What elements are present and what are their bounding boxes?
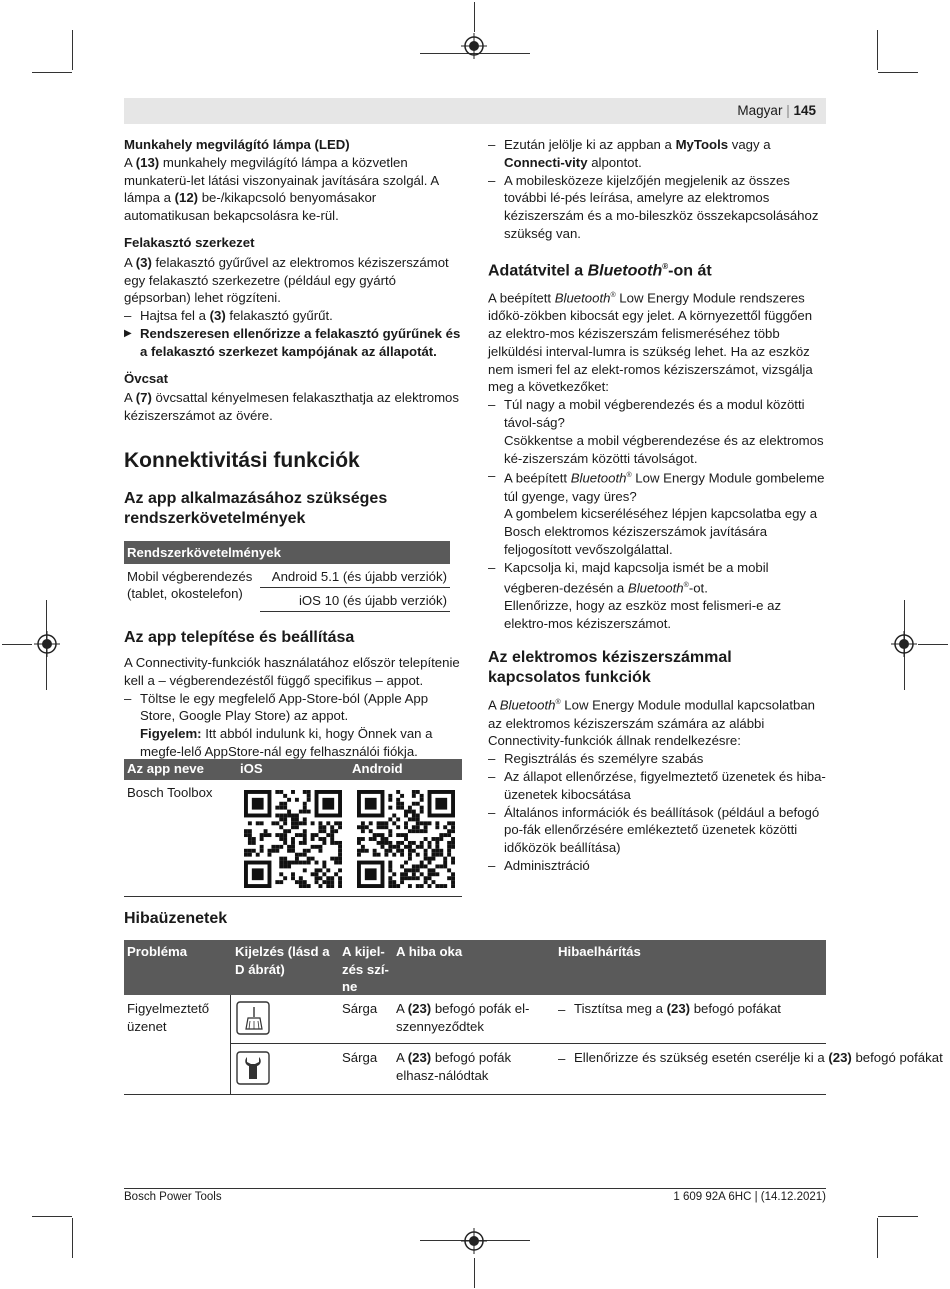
section-title-bluetooth: Adatátvitel a Bluetooth®-on át: [488, 261, 712, 280]
crop-mark: [878, 72, 918, 73]
paragraph-bluetooth: A beépített Bluetooth® Low Energy Module rendszeres időkö-zökben kibocsát egy jelet. A környezettől függően az elektro-mos kéziszerszám felismeréséhez több jelküldési interval-lumra is szükség lehet. Ha az eszköz nem ismeri fel az elekt-romos kéziszerszámot, vizsgálja meg a következőket:: [488, 290, 813, 395]
section-title-requirements: Az app alkalmazásához szükséges rendszerkövetelmények: [124, 489, 388, 527]
table-header-row: [124, 541, 450, 564]
header-problem: Probléma: [127, 944, 188, 959]
app-table-header: [124, 759, 462, 780]
paragraph-hanger: A (3) felakasztó gyűrűvel az elektromos kéziszerszámot egy felakasztó szerkezetre (például egy gyártó gépsorban) lehet rögzíteni.: [124, 254, 449, 306]
crop-mark: [32, 72, 72, 73]
device-cell: Mobil végberendezés (tablet, okostelefon): [127, 568, 253, 601]
crop-mark: [72, 1218, 73, 1258]
page-header: Magyar | 145: [737, 103, 816, 118]
error-cause: A (23) befogó pofák elhasz-nálódtak: [396, 1050, 512, 1083]
list-item: – A beépített Bluetooth® Low Energy Module gombeleme túl gyenge, vagy üres?: [488, 467, 828, 505]
android-qr-code[interactable]: [357, 790, 455, 888]
crop-mark: [32, 1216, 72, 1217]
header-fix: Hibaelhárítás: [558, 944, 641, 959]
warning-instruction: ▶ Rendszeresen ellenőrizze a felakasztó gyűrűnek és a felakasztó szerkezet kampójának az állapotát.: [124, 325, 464, 361]
list-item: – Hajtsa fel a (3) felakasztó gyűrűt.: [124, 307, 464, 325]
col-app-name: Az app neve: [127, 761, 204, 776]
list-item: – Regisztrálás és személyre szabás: [488, 750, 828, 768]
problem-cell: Figyelmeztető üzenet: [127, 1001, 210, 1034]
section-title-hanger: Felakasztó szerkezet: [124, 234, 255, 250]
requirements-table: [124, 541, 450, 612]
display-color: Sárga: [342, 1050, 378, 1065]
left-column: [124, 136, 464, 761]
col-android: Android: [352, 761, 403, 776]
table-row: [231, 995, 826, 1044]
ios-requirement: iOS 10 (és újabb verziók): [260, 587, 450, 611]
section-title-install: Az app telepítése és beállítása: [124, 628, 355, 646]
list-item: – Általános információk és beállítások (például a befogó po-fák ellenőrzésére emlékeztető üzenetek közötti időközök beállítása): [488, 804, 828, 857]
display-color: Sárga: [342, 1001, 378, 1016]
paragraph-lamp: A (13) munkahely megvilágító lámpa a közvetlen munkaterü-let látási viszonyainak javítására szolgál. A lámpa a (12) be-/kikapcsoló benyomásakor automatikusan bekapcsolásra ke-rül.: [124, 154, 439, 224]
registration-mark-icon: [891, 631, 917, 657]
error-table: [124, 940, 943, 1095]
registration-mark-icon: [461, 1228, 487, 1254]
table-row: [124, 564, 450, 588]
app-name: Bosch Toolbox: [127, 785, 213, 800]
header-cause: A hiba oka: [396, 944, 463, 959]
footer-doc-id: 1 609 92A 6HC | (14.12.2021): [673, 1191, 826, 1203]
list-item: – Kapcsolja ki, majd kapcsolja ismét be a mobil végberen-dezésén a Bluetooth®-ot.: [488, 559, 828, 597]
paragraph-functions: A Bluetooth® Low Energy Module modullal kapcsolatban az elektromos kéziszerszám számára az alábbi Connectivity-funkciók állnak rendelkezésre:: [488, 697, 816, 749]
chapter-title: Konnektivitási funkciók: [124, 448, 360, 472]
crop-mark: [474, 2, 475, 32]
section-title-lamp: Munkahely megvilágító lámpa (LED): [124, 137, 350, 152]
registration-mark-icon: [34, 631, 60, 657]
crop-mark: [877, 1218, 878, 1258]
section-title-belt: Övcsat: [124, 370, 168, 386]
paragraph-install: A Connectivity-funkciók használatához először telepítenie kell a – végberendezéstől függő specifikus – appot.: [124, 654, 460, 688]
note: Figyelem: Itt abból indulunk ki, hogy Önnek van a megfe-lelő AppStore-nál egy felhasználói fiókja.: [140, 726, 433, 759]
footer-rule: [124, 1188, 826, 1189]
list-item-fix: Csökkentse a mobil végberendezése és az elektromos ké-ziszerszám közötti távolságot.: [504, 432, 824, 466]
col-ios: iOS: [240, 761, 263, 776]
page-header-bar: [124, 98, 826, 124]
error-fix: – Ellenőrizze és szükség esetén cserélje ki a (23) befogó pofákat: [558, 1050, 943, 1065]
header-language: Magyar: [737, 103, 783, 118]
page-number: 145: [793, 103, 816, 118]
error-fix: – Tisztítsa meg a (23) befogó pofákat: [558, 1001, 781, 1016]
error-cause: A (23) befogó pofák el-szennyeződtek: [396, 1001, 530, 1034]
right-column: [488, 136, 828, 875]
list-item: – Töltse le egy megfelelő App-Store-ból (Apple App Store, Google Play Store) az appot.: [124, 690, 464, 726]
crop-mark: [2, 644, 32, 645]
android-requirement: Android 5.1 (és újabb verziók): [260, 564, 450, 588]
list-item: – Ezután jelölje ki az appban a MyTools vagy a Connecti-vity alpontot.: [488, 136, 828, 172]
list-item: – A mobilesközeze kijelzőjén megjelenik az összes további lé-pés leírása, amelyre az elektromos kéziszerszám és a mo-bileszköz összekapcsolásához szükség van.: [488, 172, 828, 243]
paragraph-belt: A (7) övcsattal kényelmesen felakaszthatja az elektromos kéziszerszámot az övére.: [124, 390, 459, 424]
header-display: Kijelzés (lásd a D ábrát): [235, 944, 330, 977]
list-item-fix: Ellenőrizze, hogy az eszköz most felismeri-e az elektro-mos kéziszerszámot.: [504, 597, 782, 631]
app-table: [124, 759, 462, 897]
list-item: – Az állapot ellenőrzése, figyelmeztető üzenetek és hiba-üzenetek kibocsátása: [488, 768, 828, 804]
crop-mark: [877, 30, 878, 70]
footer-brand: Bosch Power Tools: [124, 1191, 222, 1203]
list-item: – Túl nagy a mobil végberendezés és a modul közötti távol-ság?: [488, 396, 828, 432]
section-title-errors: Hibaüzenetek: [124, 910, 228, 927]
section-title-functions: Az elektromos kéziszerszámmal kapcsolatos funkciók: [488, 649, 732, 687]
list-item: – Adminisztráció: [488, 857, 828, 875]
registration-mark-icon: [461, 33, 487, 59]
crop-mark: [72, 30, 73, 70]
crop-mark: [918, 644, 948, 645]
table-header-cell: Rendszerkövetelmények: [127, 544, 281, 560]
error-table-header: [124, 940, 826, 995]
header-color: A kijel-zés szí-ne: [342, 944, 389, 994]
list-item-fix: A gombelem kicseréléséhez lépjen kapcsolatba egy a Bosch elektromos kéziszerszámok javítására feljogosított vevőszolgálattal.: [504, 506, 818, 558]
wrench-icon: [236, 1051, 270, 1085]
crop-mark: [878, 1216, 918, 1217]
table-row: [231, 1044, 943, 1094]
crop-mark: [474, 1258, 475, 1288]
ios-qr-code[interactable]: [244, 790, 342, 888]
brush-icon: [236, 1001, 270, 1035]
